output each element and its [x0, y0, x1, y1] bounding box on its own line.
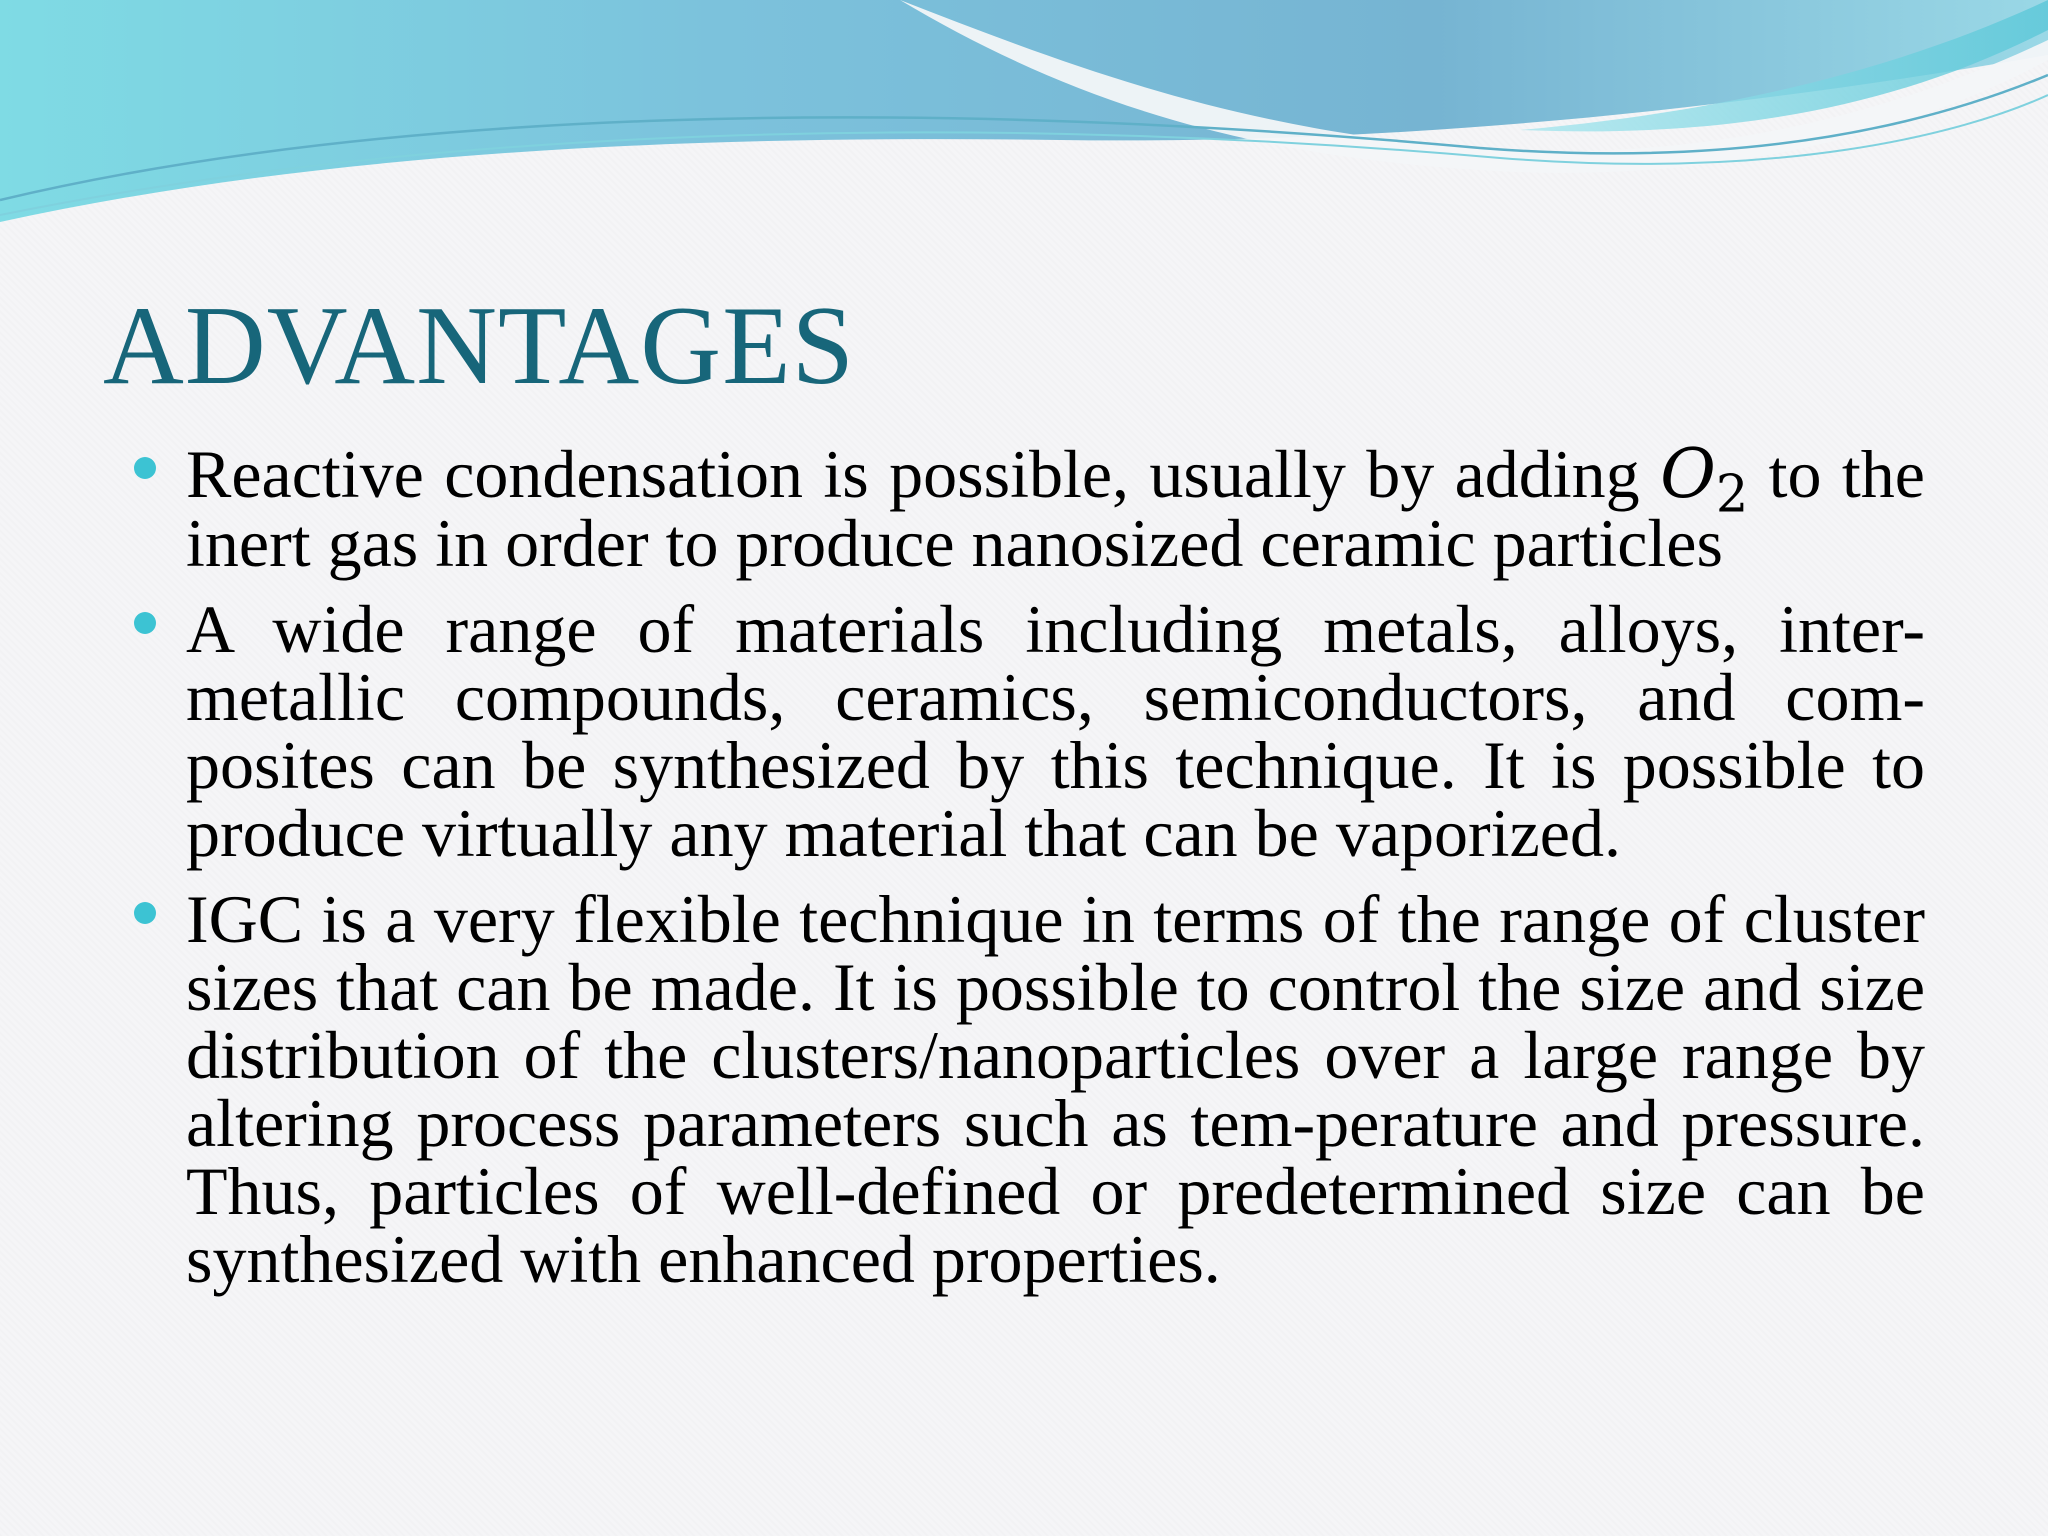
- bullet-text: A wide range of materials including metals, alloys, inter-metallic compounds, ceramics, semiconductors, and com-posites can be synthesized by this technique. It is possible to produce virtually any material that can be vaporized.: [186, 591, 1925, 871]
- bullet-item-reactive-condensation: [130, 435, 1925, 581]
- bullet-text-after-formula: to the inert gas in order to produce nanosized ceramic particles: [186, 436, 1925, 581]
- bullet-item-materials-range: [130, 591, 1925, 871]
- bullet-text: [186, 435, 1925, 581]
- bullet-dot-icon: [134, 902, 156, 924]
- slide-title: ADVANTAGES: [103, 284, 855, 408]
- oxygen-formula: [1660, 435, 1749, 525]
- formula-subscript: 2: [1715, 465, 1749, 525]
- bullet-text-before-formula: Reactive condensation is possible, usually by adding: [186, 436, 1661, 512]
- bullet-dot-icon: [134, 457, 156, 479]
- header-wave-decoration: [0, 0, 2048, 240]
- bullet-list: [130, 435, 1925, 1311]
- formula-base: O: [1660, 435, 1716, 514]
- bullet-dot-icon: [134, 612, 156, 634]
- bullet-item-igc-flexibility: [130, 881, 1925, 1297]
- bullet-text: IGC is a very flexible technique in terms of the range of cluster sizes that can be made. It is possible to control the size and size distribution of the clusters/nanoparticles over a large range by altering process parameters such as tem-perature and pressure. Thus, particles of well-defined or predetermined size can be synthesized with enhanced properties.: [186, 881, 1925, 1297]
